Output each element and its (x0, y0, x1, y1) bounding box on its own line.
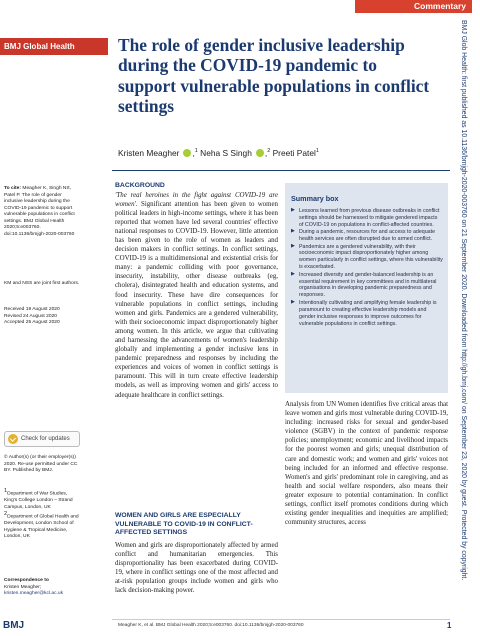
journal-badge: BMJ Global Health (0, 38, 108, 55)
background-text: 'The real heroines in the fight against COVID-19 are women'. Significant attention has been given to women political leaders in high-income settings, where it has been reported that women have led several countries' effective national responses to COVID-19. However, little attention has been given to the role of women as leaders and decision makers in conflict settings. In conflict settings, COVID-19 is a multidimensional and existential crisis for many: a pandemic colliding with poor governance, insecurity, instability, other disease outbreaks (eg, cholera), disintegrated health and education systems, and food insecurity. These have dire consequences for vulnerable populations in conflict settings, including women and girls. Pandemics are a gendered vulnerability, with their socioeconomic impact disproportionately higher among women. In this article, we argue that cultivating and harnessing the advancements of women's leadership globally and implementing a gender inclusive lens in pandemic preparedness and responses by including the experiences and voices of women in conflict settings is paramount. This will in turn create effective leadership models, as well as improving women and girls' access to adequate healthcare in conflict settings. (115, 191, 278, 399)
check-updates-button[interactable] (4, 431, 80, 447)
author-name[interactable]: Preeti Patel (272, 148, 316, 158)
title-divider (112, 170, 450, 171)
summary-item: ▶ Intentionally cultivating and amplifying female leadership is paramount to creating effective leadership models and gender inclusive responses to improve outcomes for vulnerable populations in conflict settings. (291, 300, 443, 328)
correspondence-block (4, 578, 80, 598)
footer-rule (112, 619, 450, 620)
vulnerability-section (115, 512, 278, 595)
check-updates-icon (8, 434, 18, 444)
dates-block (4, 307, 80, 327)
article-type-tab: Commentary (355, 0, 472, 13)
accepted-date: Accepted 25 August 2020 (4, 320, 60, 325)
right-column-text: Analysis from UN Women identifies five critical areas that leave women and girls most vulnerable during COVID-19, including: increased risks for sexual and gender-based violence (SGBV) in the context of pandemic response policies; unemployment; economic and livelihood impacts for the poorest women and girls; unequal distribution of care and domestic work; and women and girls' voices not being included for an informed and effective response. Women's and girls' predominant role in caregiving, and as health and social welfare responders, also means their greater exposure to potential contamination. In conflict settings, conflict itself promotes conditions during which existing gender inequalities and inequities are amplified; community structures, access (285, 401, 448, 527)
author-name[interactable]: Kristen Meagher (118, 148, 180, 158)
check-updates-label: Check for updates (21, 436, 70, 442)
affiliations-block: 1Department of War Studies, King's College London – Strand Campus, London, UK 2Department of Global Health and Development, London School of Hygiene & Tropical Medicine, London, UK (4, 488, 79, 540)
bmj-logo: BMJ (3, 620, 25, 631)
revised-date: Revised 24 August 2020 (4, 313, 58, 319)
orcid-icon[interactable] (256, 149, 264, 157)
citation-block (4, 186, 80, 238)
author-name[interactable]: Neha S Singh (200, 148, 252, 158)
page-number: 1 (447, 621, 452, 630)
article-title: The role of gender inclusive leadership during the COVID-19 pandemic to support vulnerable populations in conflict settings (118, 35, 430, 116)
section-heading: WOMEN AND GIRLS ARE ESPECIALLY VULNERABLE TO COVID-19 IN CONFLICT-AFFECTED SETTINGS (115, 512, 253, 536)
summary-item: ▶ During a pandemic, resources for and access to adequate health services are often disrupted due to armed conflict. (291, 229, 443, 243)
summary-box-title: Summary box (291, 194, 339, 203)
cite-label: To cite: (4, 186, 22, 191)
section-heading: BACKGROUND (115, 182, 165, 189)
author-list: Kristen Meagher ,$^1$ Neha S Singh ,$^2$ Preeti Patel$^1$ (118, 148, 319, 158)
vulnerability-text: Women and girls are disproportionately affected by armed conflict and humanitarian emergencies. This disproportionality has been exacerbated during COVID-19, where in conflict settings one of the most affected and at-risk population groups include women and girls who lack decision-making power. (115, 541, 278, 594)
affiliation-1: Department of War Studies, King's College London – Strand Campus, London, UK (4, 491, 73, 510)
download-note[interactable]: BMJ Glob Health: first published as 10.1136/bmjgh-2020-003760 on 21 September 2020. Downloaded from http://gh.bmj.com/ on September 23, 2020 by guest. Protected by copyright. (460, 20, 467, 581)
correspondence-label: Correspondence to (4, 578, 49, 583)
author-affiliation: 1 (315, 148, 319, 155)
affiliation-2: Department of Global Health and Development, London School of Hygiene & Tropical Medicine, London, UK (4, 514, 79, 540)
summary-list (291, 208, 443, 328)
correspondence-email[interactable]: kristen.meagher@kcl.ac.uk (4, 591, 64, 596)
background-section (115, 182, 278, 400)
opening-quote: 'The real heroines in the fight against COVID-19 are women'. (115, 191, 278, 208)
copyright-note: © Author(s) (or their employer(s)) 2020. Re-use permitted under CC BY. Published by BMJ. (4, 455, 78, 473)
right-column (285, 400, 448, 527)
footer-citation: Meagher K, et al. BMJ Global Health 2020;5:e003760. doi:10.1136/bmjgh-2020-003760 (118, 623, 304, 628)
author-affiliation: 1 (194, 148, 198, 155)
joint-authors-note: KM and NSS are joint first authors. (4, 281, 80, 286)
summary-item: ▶ Lessons learned from previous disease outbreaks in conflict settings should be harnessed to mitigate gendered impacts of COVID-19 on populations in conflict-affected countries. (291, 208, 443, 229)
received-date: Received 19 August 2020 (4, 307, 60, 312)
summary-item: ▶ Increased diversity and gender-balanced leadership is an essential requirement in key committees and in multilateral organisations in developing pandemic preparedness and responses. (291, 272, 443, 300)
orcid-icon[interactable] (183, 149, 191, 157)
summary-item: ▶ Pandemics are a gendered vulnerability, with their socioeconomic impact disproportionately higher among women particularly in conflict settings, where this vulnerability is exacerbated. (291, 244, 443, 272)
correspondence-name: Kristen Meagher; (4, 584, 42, 590)
author-affiliation: 2 (267, 148, 271, 155)
cite-text: Meagher K, Singh NS, Patel P. The role of gender inclusive leadership during the COVID-19 pandemic to support vulnerable populations in conflict settings. BMJ Global Health 2020;5:e003760. doi:10.1136/bmjgh-2020-003760 (4, 186, 75, 237)
